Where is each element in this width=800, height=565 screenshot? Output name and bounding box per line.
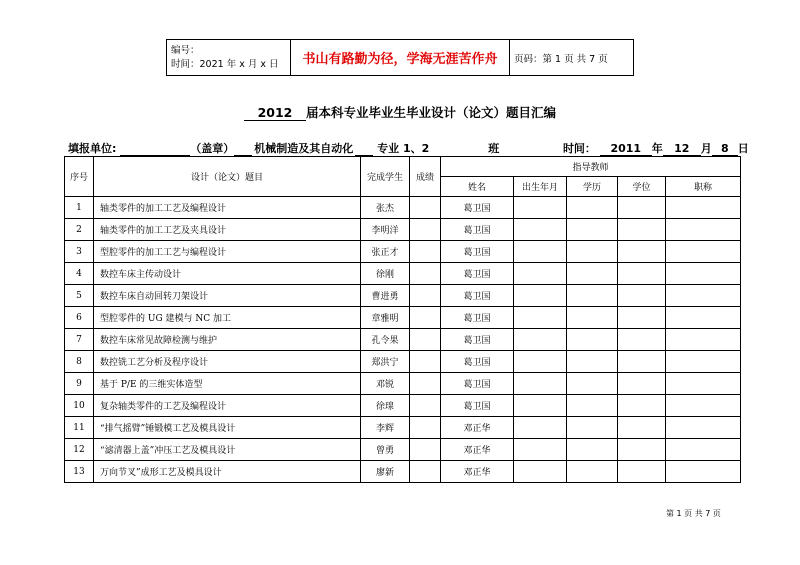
row-teacher: 葛卫国 <box>441 329 514 351</box>
row-title: 轴类零件的加工工艺及夹具设计 <box>94 219 361 241</box>
table-row <box>65 219 741 241</box>
row-teacher: 葛卫国 <box>441 285 514 307</box>
row-student: 孔令果 <box>361 329 410 351</box>
class-no: 1、2 <box>402 142 430 155</box>
row-teacher: 葛卫国 <box>441 373 514 395</box>
row-teacher: 葛卫国 <box>441 395 514 417</box>
row-title: 数控车床主传动设计 <box>94 263 361 285</box>
row-no: 11 <box>65 417 94 439</box>
row-teacher: 邓正华 <box>441 417 514 439</box>
header-number-time <box>167 40 291 76</box>
class-blank <box>429 140 499 157</box>
row-title: 复杂轴类零件的工艺及编程设计 <box>94 395 361 417</box>
header-rank: 职称 <box>666 177 741 197</box>
table-row <box>65 395 741 417</box>
header-title: 设计（论文）题目 <box>94 157 361 197</box>
row-teacher: 葛卫国 <box>441 263 514 285</box>
row-student: 章雅明 <box>361 307 410 329</box>
row-teacher: 邓正华 <box>441 439 514 461</box>
row-title: 数控铣工艺分析及程序设计 <box>94 351 361 373</box>
fill-day: 8 <box>712 142 738 156</box>
row-student: 徐瑔 <box>361 395 410 417</box>
row-no: 13 <box>65 461 94 483</box>
major-value: 机械制造及其自动化 <box>254 142 354 155</box>
row-title: 万向节叉”成形工艺及模具设计 <box>94 461 361 483</box>
fill-year: 2011 <box>600 142 652 156</box>
row-student: 李明洋 <box>361 219 410 241</box>
row-teacher: 葛卫国 <box>441 219 514 241</box>
row-title: 型腔零件的加工工艺与编程设计 <box>94 241 361 263</box>
header-name: 姓名 <box>441 177 514 197</box>
row-title: 数控车床自动回转刀架设计 <box>94 285 361 307</box>
header-student: 完成学生 <box>361 157 410 197</box>
row-teacher: 葛卫国 <box>441 197 514 219</box>
seal-blank <box>234 142 252 156</box>
row-no: 10 <box>65 395 94 417</box>
row-no: 7 <box>65 329 94 351</box>
header-slogan: 书山有路勤为径，学海无涯苦作舟 <box>291 40 510 76</box>
unit-blank <box>120 142 190 156</box>
month-label: 月 <box>700 142 712 155</box>
table-row <box>65 329 741 351</box>
row-no: 2 <box>65 219 94 241</box>
table-row <box>65 351 741 373</box>
table-row <box>65 417 741 439</box>
header-number-label: 编号： <box>171 44 200 56</box>
table-row <box>65 197 741 219</box>
fill-in-line <box>68 140 749 157</box>
row-no: 6 <box>65 307 94 329</box>
row-no: 1 <box>65 197 94 219</box>
table-row <box>65 285 741 307</box>
row-student: 徐刚 <box>361 263 410 285</box>
row-student: 张杰 <box>361 197 410 219</box>
document-title <box>0 103 800 121</box>
row-teacher: 葛卫国 <box>441 351 514 373</box>
row-no: 12 <box>65 439 94 461</box>
row-student: 邓锐 <box>361 373 410 395</box>
header-time-label: 时间：2021 年 x 月 x 日 <box>171 58 279 70</box>
row-no: 3 <box>65 241 94 263</box>
row-no: 8 <box>65 351 94 373</box>
row-student: 郑洪宁 <box>361 351 410 373</box>
header-score: 成绩 <box>410 157 441 197</box>
row-no: 9 <box>65 373 94 395</box>
fill-month: 12 <box>663 142 701 156</box>
page-number: 第 1 页 共 7 页 <box>666 509 721 518</box>
row-student: 张正才 <box>361 241 410 263</box>
table-row <box>65 307 741 329</box>
row-title: 型腔零件的 UG 建模与 NC 加工 <box>94 307 361 329</box>
day-label: 日 <box>737 142 749 155</box>
year-label: 年 <box>651 142 663 155</box>
row-no: 5 <box>65 285 94 307</box>
table-row <box>65 241 741 263</box>
row-title: “滤清器上盖”冲压工艺及模具设计 <box>94 439 361 461</box>
seal-label: （盖章） <box>190 142 235 155</box>
title-year: 2012 <box>244 105 306 121</box>
header-advisor: 指导教师 <box>441 157 741 177</box>
header-page-info: 页码：第 1 页 共 7 页 <box>510 40 634 76</box>
header-birth: 出生年月 <box>514 177 567 197</box>
row-student: 曾勇 <box>361 439 410 461</box>
time-label: 时间： <box>562 142 596 155</box>
unit-label: 填报单位: <box>68 142 117 155</box>
major-blank <box>355 142 373 156</box>
table-row <box>65 439 741 461</box>
row-teacher: 葛卫国 <box>441 307 514 329</box>
row-student: 廖新 <box>361 461 410 483</box>
row-title: “排气摇臂”锤锻模工艺及模具设计 <box>94 417 361 439</box>
table-row <box>65 373 741 395</box>
header-degree: 学位 <box>618 177 666 197</box>
header-seq: 序号 <box>65 157 94 197</box>
row-teacher: 邓正华 <box>441 461 514 483</box>
row-student: 李辉 <box>361 417 410 439</box>
row-title: 基于 P/E 的三维实体造型 <box>94 373 361 395</box>
title-text: 届本科专业毕业生毕业设计（论文）题目汇编 <box>305 105 556 120</box>
header-edu: 学历 <box>567 177 618 197</box>
row-teacher: 葛卫国 <box>441 241 514 263</box>
row-no: 4 <box>65 263 94 285</box>
row-title: 轴类零件的加工工艺及编程设计 <box>94 197 361 219</box>
row-student: 曹进勇 <box>361 285 410 307</box>
document-header <box>166 39 634 76</box>
table-row <box>65 263 741 285</box>
table-row <box>65 461 741 483</box>
class-label: 班 <box>488 142 500 155</box>
row-title: 数控车床常见故障检测与维护 <box>94 329 361 351</box>
major-label: 专业 <box>377 142 400 155</box>
topics-table <box>64 156 741 483</box>
